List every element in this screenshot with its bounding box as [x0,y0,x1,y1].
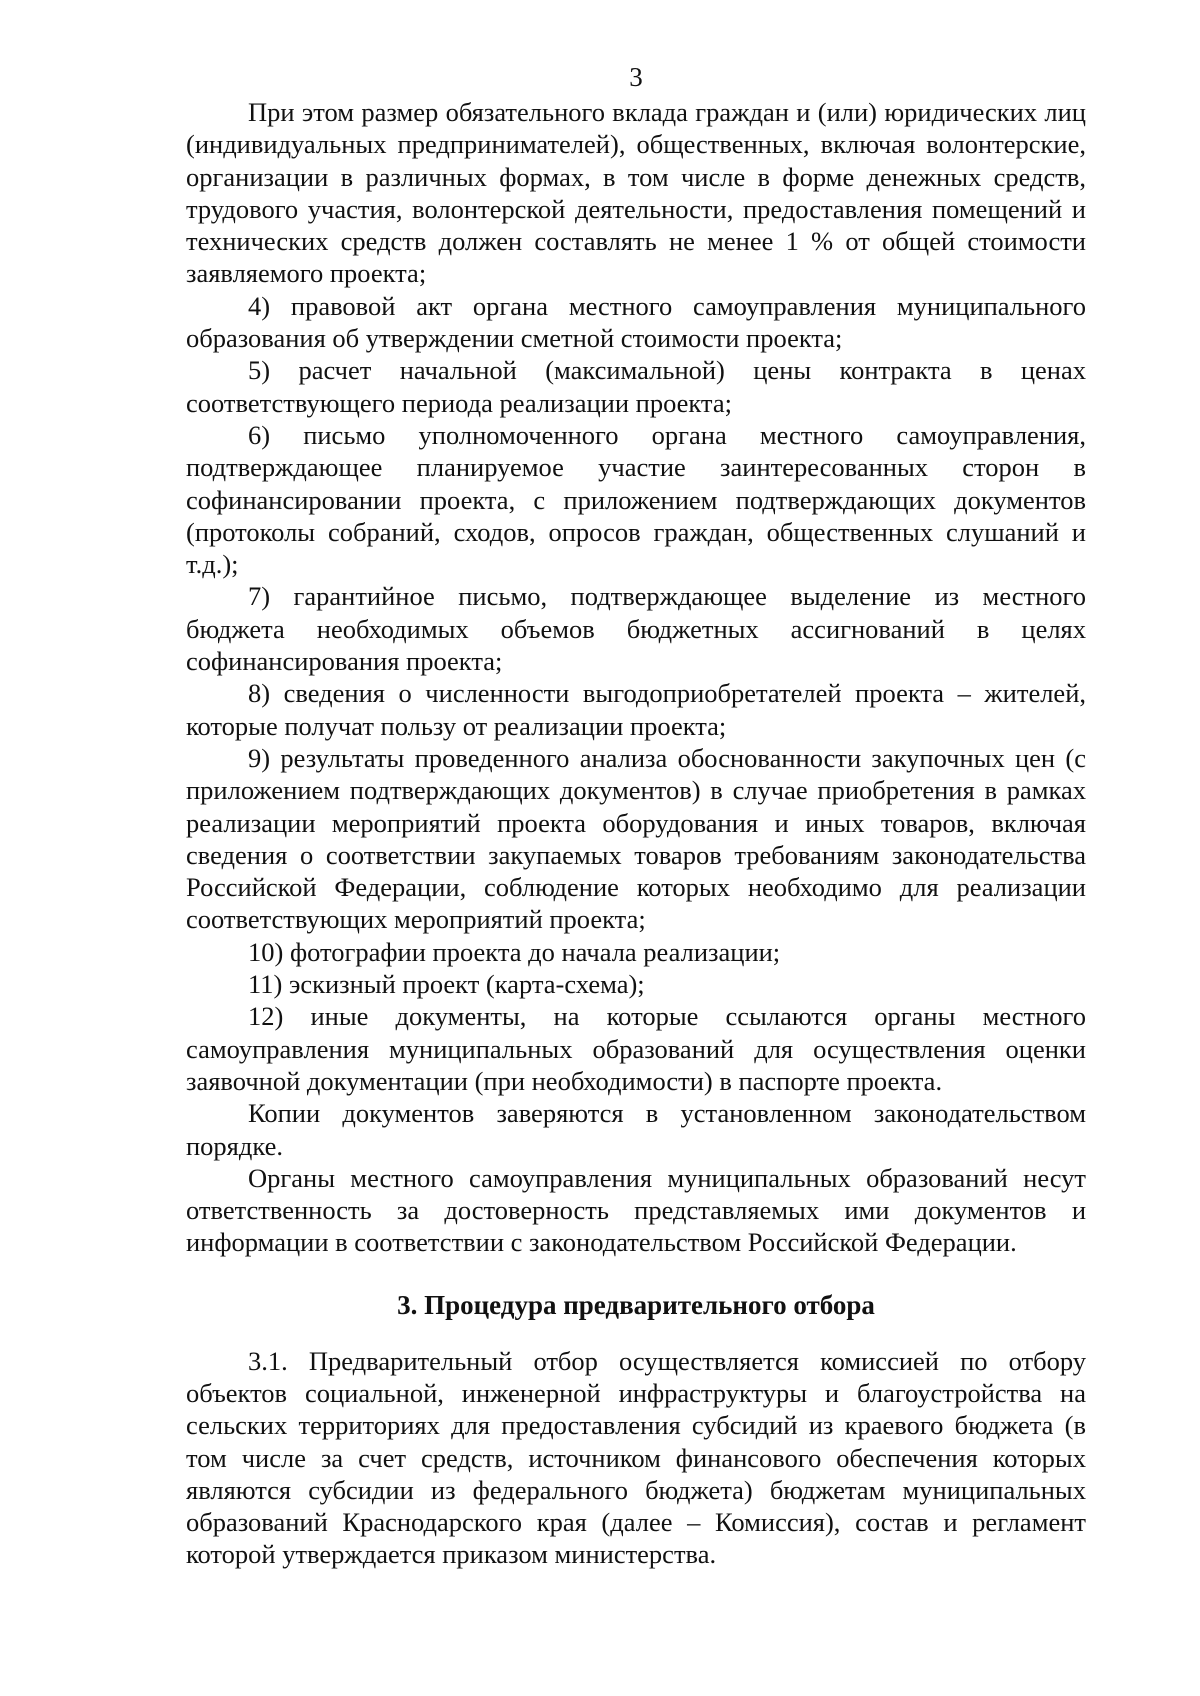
list-item-11: 11) эскизный проект (карта-схема); [248,969,645,1000]
list-item-5: 5) расчет начальной (максимальной) цены контракта в ценах соответствующего периода реализации проекта; [186,355,1086,418]
paragraph-contribution-size: При этом размер обязательного вклада граждан и (или) юридических лиц (индивидуальных предпринимателей), общественных, включая волонтерские, организации в различных формах, в том числе в форме денежных средств, трудового участия, волонтерской деятельности, предоставления помещений и технических средств должен составлять не менее 1 % от общей стоимости заявляемого проекта; [186,97,1086,289]
list-item-8: 8) сведения о численности выгодоприобретателей проекта – жителей, которые получат пользу от реализации проекта; [186,678,1086,741]
document-page [186,62,1086,1682]
paragraph-3-1: 3.1. Предварительный отбор осуществляется комиссией по отбору объектов социальной, инженерной инфраструктуры и благоустройства на сельских территориях для предоставления субсидий из краевого бюджета (в том числе за счет средств, источником финансового обеспечения которых являются субсидии из федерального бюджета) бюджетам муниципальных образований Краснодарского края (далее – Комиссия), состав и регламент которой утверждается приказом министерства. [186,1345,1086,1570]
page-number: 3 [629,62,643,92]
list-item-9: 9) результаты проведенного анализа обоснованности закупочных цен (с приложением подтверждающих документов) в случае приобретения в рамках реализации мероприятий проекта оборудования и иных товаров, включая сведения о соответствии закупаемых товаров требованиям законодательства Российской Федерации, соблюдение которых необходимо для реализации соответствующих мероприятий проекта; [186,742,1086,935]
list-item-6: 6) письмо уполномоченного органа местного самоуправления, подтверждающее планируемое участие заинтересованных сторон в софинансировании проекта, с приложением подтверждающих документов (протоколы собраний, сходов, опросов граждан, общественных слушаний и т.д.); [186,419,1086,580]
list-item-7: 7) гарантийное письмо, подтверждающее выделение из местного бюджета необходимых объемов бюджетных ассигнований в целях софинансирования проекта; [186,581,1086,677]
list-item-10: 10) фотографии проекта до начала реализации; [248,936,781,967]
list-item-4: 4) правовой акт органа местного самоуправления муниципального образования об утверждении сметной стоимости проекта; [186,290,1086,354]
section-heading: 3. Процедура предварительного отбора [397,1289,875,1320]
paragraph-copies: Копии документов заверяются в установленном законодательством порядке. [186,1098,1086,1161]
paragraph-responsibility: Органы местного самоуправления муниципальных образований несут ответственность за достоверность представляемых ими документов и информации в соответствии с законодательством Российской Федерации. [186,1162,1086,1258]
list-item-12: 12) иные документы, на которые ссылаются органы местного самоуправления муниципальных образований для осуществления оценки заявочной документации (при необходимости) в паспорте проекта. [186,1001,1086,1096]
